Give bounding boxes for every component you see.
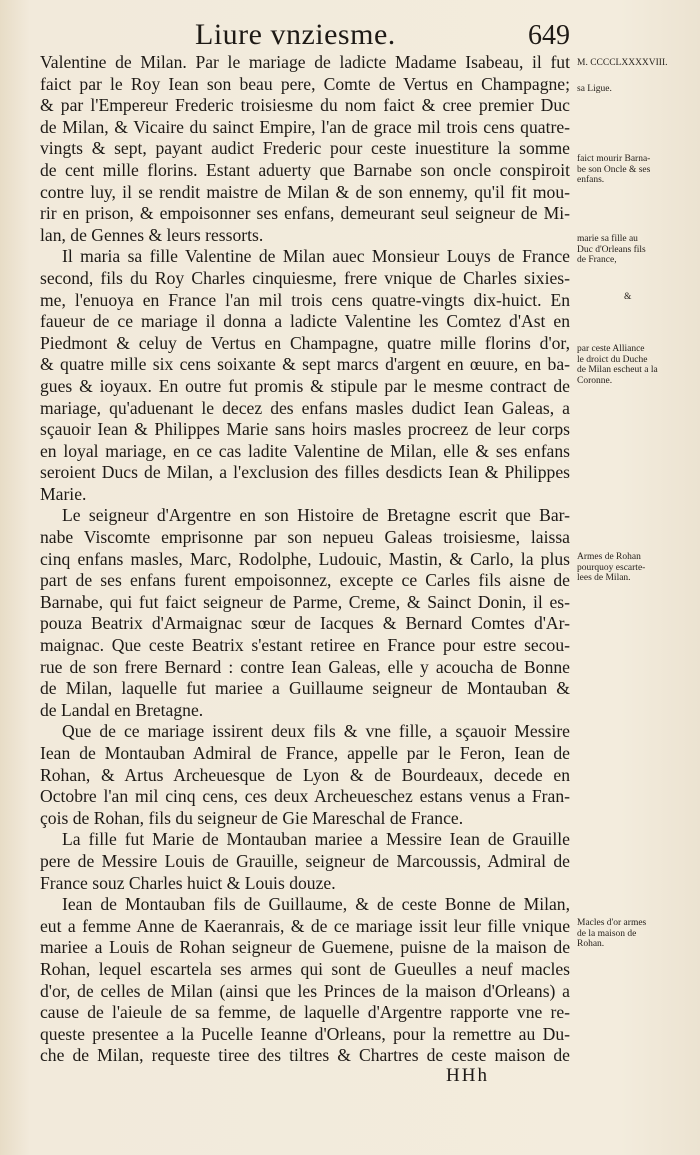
text-line: eut a femme Anne de Kaeranrais, & de ce mariage issit leur fille vnique (40, 915, 570, 936)
margin-note (577, 84, 697, 95)
text-line: vingts & sept, payant audict Frederic pour ceste inuestiture la somme (40, 138, 570, 159)
text-line: de Milan, & Vicaire du sainct Empire, l'an de grace mil trois cens quatre- (40, 116, 570, 137)
margin-note-line: Duc d'Orleans fils (577, 244, 646, 255)
text-line: cinq enfans masles, Marc, Rodolphe, Ludouic, Mastin, & Carlo, la plus (40, 548, 570, 569)
text-line: France souz Charles huict & Louis douze. (40, 872, 336, 893)
margin-note-line: lees de Milan. (577, 573, 631, 583)
margin-note-line: Rohan. (577, 939, 605, 949)
text-line: mariee a Louis de Rohan seigneur de Guemene, puisne de la maison de (40, 937, 570, 958)
text-line: d'or, de celles de Milan (ainsi que les Princes de la maison d'Orleans) a (40, 980, 570, 1001)
text-line: rue de son frere Bernard : contre Iean Galeas, elle y acoucha de Bonne (40, 656, 570, 677)
margin-note-line: Coronne. (577, 375, 613, 386)
text-line: çois de Rohan, fils du seigneur de Gie Mareschal de France. (40, 807, 464, 828)
text-line: Octobre l'an mil cinq cens, ces deux Archeueschez estans venus a Fran- (40, 786, 570, 807)
text-line: de cent mille florins. Estant aduerty que Barnabe son oncle conspiroit (40, 159, 570, 180)
running-head (40, 14, 570, 54)
margin-note-line: le droict du Duche (577, 354, 648, 365)
margin-note-line: Macles d'or armes (577, 918, 647, 928)
margin-note-line: pourquoy escarte- (577, 562, 646, 573)
text-line: pere de Messire Louis de Grauille, seigneur de Marcoussis, Admiral de (40, 850, 570, 871)
margin-note-line: faict mourir Barna- (577, 154, 651, 164)
margin-note-line: & (624, 292, 632, 302)
text-line: sçauoir Iean & Philippes Marie sans hoirs masles procreez de leur corps (40, 419, 570, 440)
text-line: Marie. (40, 483, 87, 504)
text-line: & quatre mille six cens soixante & sept marcs d'argent en œuure, en ba- (40, 354, 570, 375)
margin-note (577, 918, 697, 950)
text-line: Barnabe, qui fut faict seigneur de Parme, Creme, & Sainct Donin, il es- (40, 591, 570, 612)
text-line: second, fils du Roy Charles cinquiesme, frere vnique de Charles sixies- (40, 267, 570, 288)
text-line: faict par le Roy Iean son beau pere, Comte de Vertus en Champagne; (40, 73, 570, 94)
running-title: Liure vnziesme. (195, 18, 396, 51)
text-line: de Milan, laquelle fut mariee a Guillaume seigneur de Montauban & (40, 678, 570, 699)
text-line: faueur de ce mariage il donna a ladicte Valentine les Comtez d'Ast en (40, 311, 570, 332)
text-line: cause de l'aieule de sa femme, de laquelle d'Argentre rapporte vne re- (40, 1002, 570, 1023)
text-line: lan, de Gennes & leurs ressorts. (40, 224, 264, 245)
text-line: queste presentee a la Pucelle Ieanne d'Orleans, pour la remettre au Du- (40, 1023, 570, 1044)
margin-note (577, 344, 697, 386)
margin-note-line: enfans. (577, 175, 605, 185)
text-line: contre luy, il se rendit maistre de Milan & de son ennemy, qu'il fit mou- (40, 181, 570, 202)
paragraph-start: Il maria sa fille Valentine de Milan auec Monsieur Louys de France (62, 246, 570, 267)
margin-note-line: par ceste Alliance (577, 344, 645, 354)
text-line: Iean de Montauban Admiral de France, appelle par le Feron, Iean de (40, 743, 570, 763)
margin-note (577, 234, 697, 266)
text-line: pouza Beatrix d'Armaignac sœur de Iacques & Bernard Comtes d'Ar- (40, 613, 570, 634)
text-line: me, l'enuoya en France l'an mil trois cens quatre-vingts dix-huict. En (40, 289, 570, 310)
text-line: gues & ioyaux. En outre fut promis & stipule par le mesme contract de (40, 375, 570, 396)
margin-note-line: Armes de Rohan (577, 552, 641, 562)
paragraph-start: Le seigneur d'Argentre en son Histoire de Bretagne escrit que Bar- (62, 505, 570, 526)
text-line: Valentine de Milan. Par le mariage de ladicte Madame Isabeau, il fut (40, 52, 570, 72)
text-line: part de ses enfans furent empoisonnez, excepte ce Carles fils aisne de (40, 570, 570, 591)
text-line: Rohan, & Artus Archeuesque de Lyon & de Bourdeaux, decede en (40, 764, 570, 785)
page-number: 649 (528, 20, 570, 51)
text-line: rir en prison, & empoisonner ses enfans, demeurant seul seigneur de Mi- (40, 203, 570, 224)
paragraph-start: Iean de Montauban fils de Guillaume, & de ceste Bonne de Milan, (62, 894, 570, 915)
margin-note-line: be son Oncle & ses (577, 164, 651, 175)
text-line: maignac. Que ceste Beatrix s'estant retiree en France pour estre secou- (40, 635, 570, 656)
text-line: che de Milan, requeste tiree des tiltres & Chartres de ceste maison de (40, 1045, 570, 1066)
margin-note-year (577, 58, 697, 69)
text-line: Rohan, lequel escartela ses armes qui sont de Gueulles a neuf macles (40, 958, 570, 979)
margin-note (577, 552, 697, 584)
margin-note (624, 292, 700, 303)
margin-note (577, 154, 697, 186)
text-line: en loyal mariage, en ce cas ladite Valentine de Milan, elle & ses enfans (40, 440, 570, 461)
text-line: & par l'Empereur Frederic troisiesme du nom faict & cree premier Duc (40, 95, 570, 116)
margin-note-line: sa Ligue. (577, 84, 612, 94)
margin-note-line: de Milan escheut a la (577, 365, 658, 375)
margin-note-line: marie sa fille au (577, 234, 638, 244)
text-line: Piedmont & celuy de Vertus en Champagne, quatre mille florins d'or, (40, 332, 570, 353)
text-line: mariage, qu'aduenant le decez des enfans masles dudict Iean Galeas, a (40, 397, 570, 418)
text-line: de Landal en Bretagne. (40, 699, 204, 720)
body-text (40, 52, 570, 1067)
text-line: seroient Ducs de Milan, a l'exclusion des filles desdicts Iean & Philippes (40, 462, 570, 483)
margin-note-line: de France, (577, 255, 617, 265)
paragraph-start: La fille fut Marie de Montauban mariee a Messire Iean de Grauille (62, 829, 570, 850)
margin-note-line: de la maison de (577, 928, 637, 939)
paragraph-start: Que de ce mariage issirent deux fils & vne fille, a sçauoir Messire (62, 721, 570, 742)
text-line: nabe Viscomte emprisonne par son nepueu Galeas troisiesme, laissa (40, 527, 570, 548)
signature-mark: HHh (446, 1065, 489, 1086)
margin-year: M. CCCCLXXXXVIII. (577, 58, 668, 68)
